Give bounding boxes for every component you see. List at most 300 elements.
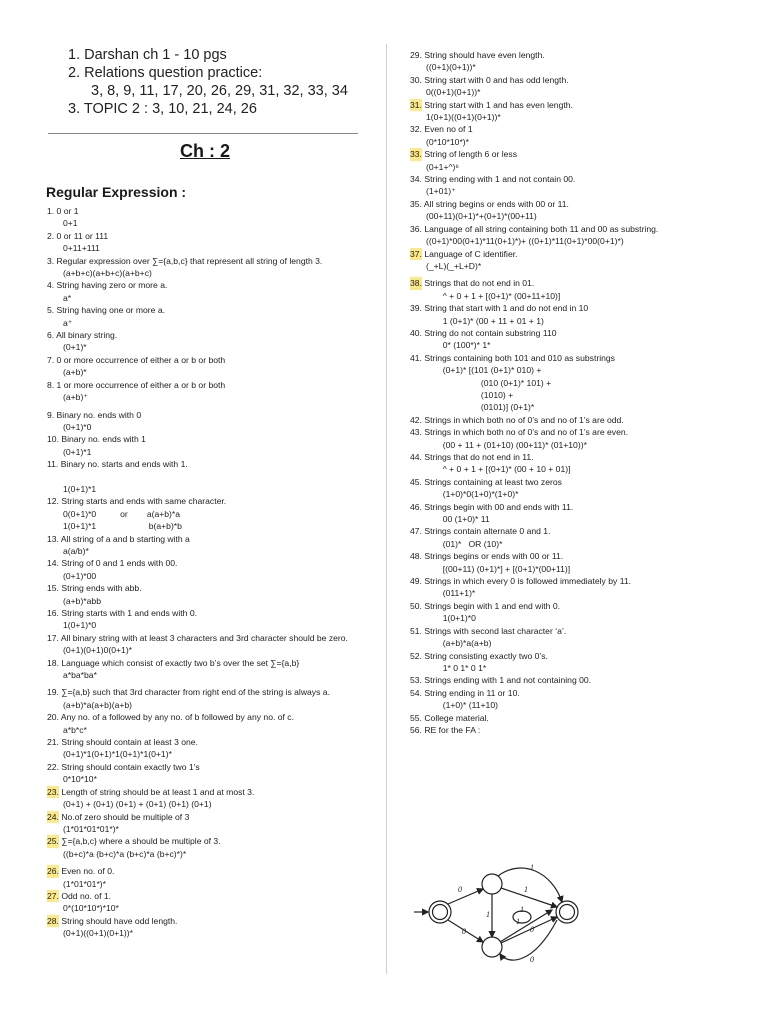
regex-question [47,433,377,445]
regex-answer: [(00+11) (0+1)*] + [(0+1)*(00+11)] [426,563,571,574]
question-number: 14. [47,558,59,569]
regex-answer: a(a/b)* [63,545,89,556]
regex-item [47,657,377,682]
question-text: All binary string. [54,330,118,341]
regex-question [410,650,760,662]
regex-item [410,123,760,148]
question-number: 4. [47,280,55,291]
regex-question [47,632,377,644]
regex-question [410,223,760,235]
regex-question [47,379,377,391]
fa-edge-label: 0 [458,885,462,894]
regex-question [47,409,377,421]
regex-item [47,582,377,607]
regex-list-right [410,49,760,736]
question-number: 45. [410,476,422,487]
question-text: String ends with abb. [58,583,142,594]
question-text: String having one or more a. [54,305,165,316]
question-number: 9. [47,409,55,420]
regex-question [410,625,760,637]
question-number: 36. [410,223,422,234]
regex-item [47,711,377,736]
regex-answer: a⁺ [63,317,73,328]
question-number: 44. [410,452,422,462]
regex-item [410,74,760,99]
question-text: Binary no. ends with 0 [54,409,142,420]
question-number: 50. [410,600,422,611]
regex-question [410,148,760,160]
regex-question [410,49,760,61]
regex-answer: 1* 0 1* 0 1* [426,662,487,673]
regex-item [410,550,760,575]
question-number: 39. [410,303,422,314]
regex-answer: ((0+1)(0+1))* [426,62,476,73]
question-number: 2. [47,230,55,241]
note-line: 2. Relations question practice: [68,65,263,81]
regex-item [47,279,377,304]
regex-question [410,600,760,612]
regex-item [47,686,377,711]
question-text: String starts and ends with same character. [58,496,227,507]
regex-item [410,575,760,600]
regex-answer: (a+b)*a(a+b) [426,638,492,649]
question-text: 0 or 1 [54,206,79,216]
regex-item [410,248,760,273]
regex-answer: a*b*c* [63,724,87,735]
question-number: 17. [47,632,59,643]
regex-question [47,711,377,723]
regex-question [47,865,377,877]
question-text: String start with 0 and has odd length. [421,74,569,85]
state-q2 [482,937,502,957]
regex-question [47,786,377,798]
regex-item [410,414,760,426]
regex-item [47,533,377,558]
question-text: All string of a and b starting with a [58,533,190,544]
question-number: 6. [47,330,55,341]
divider-line [48,133,358,134]
question-text: String ending with 1 and not contain 00. [421,174,576,185]
question-number: 43. [410,427,422,438]
question-number: 27. [47,890,59,901]
column-divider [386,44,387,974]
regex-item [410,352,760,414]
question-text: Even no. of 0. [58,866,115,877]
question-number: 8. [47,379,55,390]
regex-answer: (1+0)* (11+10) [426,700,498,711]
question-text: Regular expression over ∑={a,b,c} that represent all string of length 3. [54,255,323,266]
question-number: 47. [410,526,422,537]
regex-item [410,327,760,352]
question-number: 19. [47,687,59,698]
regex-question [410,302,760,314]
question-text: Strings that do not end in 01. [421,278,535,289]
question-text: Binary no. ends with 1 [58,434,146,445]
regex-answer: 0+1 [63,218,78,229]
regex-item [410,198,760,223]
question-number: 41. [410,352,422,363]
regex-question [47,890,377,902]
regex-answer: (00 + 11 + (01+10) (00+11)* (01+10))* [426,439,587,450]
regex-item [47,607,377,632]
regex-item [410,525,760,550]
regex-item [47,761,377,786]
question-number: 38. [410,278,422,289]
regex-item [410,724,760,736]
regex-answer: (0+1)(0+1)0(0+1)* [63,645,133,656]
question-number: 3. [47,255,55,266]
regex-answer: (00+11)(0+1)*+(0+1)*(00+11) [426,211,537,222]
question-number: 53. [410,675,422,686]
chapter-title: Ch : 2 [180,141,231,161]
question-text: String consisting exactly two 0’s. [421,650,548,661]
regex-question [47,205,377,217]
regex-question [47,686,377,698]
regex-item [410,99,760,124]
note-line: 1. Darshan ch 1 - 10 pgs [68,47,227,63]
regex-item [410,148,760,173]
question-number: 56. [410,724,422,735]
regex-answer: 1(0+1)*1 b(a+b)*b [63,521,182,532]
regex-item [47,865,377,890]
question-number: 21. [47,737,59,748]
regex-item [410,650,760,675]
regex-answer: (0101)] (0+1)* [426,402,535,413]
regex-item [410,600,760,625]
regex-question [410,414,760,426]
question-number: 15. [47,583,59,594]
regex-answer: (0+1+^)⁶ [426,161,459,172]
question-number: 55. [410,712,422,723]
regex-question [47,458,377,470]
question-text: Strings that do not end in 11. [421,452,534,462]
question-text: Strings begins or ends with 00 or 11. [421,551,564,562]
regex-answer: (0+1)*0 [63,421,92,432]
regex-answer: (01)* OR (10)* [426,538,503,549]
regex-item [47,409,377,434]
regex-question [410,99,760,111]
question-number: 13. [47,533,59,544]
question-text: No.of zero should be multiple of 3 [58,811,190,822]
regex-question [410,277,760,289]
question-text: String of 0 and 1 ends with 00. [58,558,178,569]
regex-answer: (0*10*10*)* [426,136,469,147]
regex-question [47,557,377,569]
regex-question [47,279,377,291]
question-text: 0 or more occurrence of either a or b or both [54,354,226,365]
regex-answer: (1+01)⁺ [426,186,456,197]
question-number: 30. [410,74,422,85]
question-text: String should have odd length. [58,915,178,926]
question-text: Strings in which both no of 0’s and no of 1’s are even. [421,427,629,438]
question-text: String ending in 11 or 10. [421,687,520,698]
question-number: 46. [410,501,422,512]
regex-question [47,533,377,545]
regex-answer: 0(0+1)*0 or a(a+b)*a [63,508,181,519]
regex-answer: 0*(10*10*)*10* [63,903,119,914]
finite-automaton-diagram [412,862,592,972]
regex-question [410,550,760,562]
regex-answer: (a+b+c)(a+b+c)(a+b+c) [63,268,152,279]
regex-answer: 1 (0+1)* (00 + 11 + 01 + 1) [426,315,544,326]
regex-item [47,557,377,582]
regex-question [410,724,760,736]
question-number: 49. [410,576,422,587]
regex-question [410,501,760,513]
regex-item [410,501,760,526]
regex-question [410,74,760,86]
regex-answer: (a+b)* [63,367,87,378]
regex-answer: (1+0)*0(1+0)*(1+0)* [426,489,519,500]
question-text: 1 or more occurrence of either a or b or both [54,379,226,390]
regex-answer: (0+1)*1(0+1)*1(0+1)*1(0+1)* [63,749,172,760]
regex-question [47,761,377,773]
question-text: Strings with second last character ‘a’. [421,625,567,636]
regex-item [410,49,760,74]
regex-answer: ^ + 0 + 1 + [(0+1)* (00+11+10)] [426,290,561,301]
regex-item [410,302,760,327]
regex-answer: (0+1)*00 [63,570,97,581]
question-text: String should contain exactly two 1’s [58,761,200,772]
question-text: Even no of 1 [421,124,473,135]
regex-item [47,205,377,230]
regex-question [47,495,377,507]
regex-question [47,230,377,242]
question-number: 24. [47,811,59,822]
regex-answer: 0((0+1)(0+1))* [426,87,481,98]
question-number: 29. [410,50,422,60]
note-line: 3. TOPIC 2 : 3, 10, 21, 24, 26 [68,101,257,117]
question-text: Strings ending with 1 and not containing 00. [421,675,592,686]
fa-edge-label: 1 [516,917,520,926]
regex-answer: (_+L)(_+L+D)* [426,260,482,271]
regex-question [47,811,377,823]
regex-question [410,575,760,587]
question-number: 33. [410,149,422,160]
question-number: 18. [47,657,59,668]
question-number: 10. [47,434,59,445]
regex-item [410,625,760,650]
state-q1 [482,874,502,894]
regex-answer: 1(0+1)*1 [63,483,97,494]
regex-answer: (0+1)* [(101 (0+1)* 010) + [426,365,542,376]
regex-question [410,687,760,699]
question-text: String starts with 1 and ends with 0. [58,608,197,618]
regex-question [47,657,377,669]
question-text: String having zero or more a. [54,280,168,291]
regex-item [47,632,377,657]
regex-answer: (1*01*01*)* [63,878,106,889]
regex-answer: 1(0+1)((0+1)(0+1))* [426,112,501,123]
question-text: String that start with 1 and do not end in 10 [421,303,589,314]
regex-question [47,835,377,847]
regex-item [47,329,377,354]
question-number: 1. [47,206,55,216]
question-number: 20. [47,712,59,723]
question-text: Strings containing both 101 and 010 as substrings [421,352,615,363]
note-line: 3, 8, 9, 11, 17, 20, 26, 29, 31, 32, 33, 34 [91,83,348,99]
regex-item [410,687,760,712]
regex-question [410,674,760,686]
regex-question [47,329,377,341]
question-text: Strings contain alternate 0 and 1. [421,526,551,537]
question-text: All string begins or ends with 00 or 11. [421,198,569,209]
regex-answer: (0+1) + (0+1) (0+1) + (0+1) (0+1) (0+1) [63,799,212,810]
regex-answer: (a+b)*abb [63,595,101,606]
question-number: 16. [47,608,59,618]
question-text: Language of C identifier. [421,248,518,259]
regex-question [410,426,760,438]
question-text: College material. [421,712,489,723]
question-text: String do not contain substring 110 [421,327,557,338]
regex-answer: a*ba*ba* [63,670,97,681]
regex-question [47,607,377,619]
regex-item [47,495,377,532]
regex-answer: ((b+c)*a (b+c)*a (b+c)*a (b+c)*)* [63,848,187,859]
regex-answer: (0+1)((0+1)(0+1))* [63,928,133,939]
regex-answer: (1*01*01*01*)* [63,823,119,834]
regex-question [410,352,760,364]
question-number: 22. [47,761,59,772]
regex-question [410,476,760,488]
regex-item [47,736,377,761]
regex-item [47,379,377,404]
regex-item [410,426,760,451]
regex-answer: ((0+1)*00(0+1)*11(0+1)*)+ ((0+1)*11(0+1)*00(0+1)*) [426,236,624,247]
question-text: Length of string should be at least 1 and at most 3. [58,786,255,797]
question-number: 34. [410,174,422,185]
regex-item [47,915,377,940]
question-text: Strings begin with 00 and ends with 11. [421,501,574,512]
question-number: 5. [47,305,55,316]
regex-item [47,811,377,836]
question-text: 0 or 11 or 111 [54,230,109,241]
question-number: 48. [410,551,422,562]
question-number: 28. [47,915,59,926]
question-text: All binary string with at least 3 characters and 3rd character should be zero. [58,632,348,643]
question-number: 54. [410,687,422,698]
regex-answer: (a+b)⁺ [63,392,88,403]
regex-question [410,712,760,724]
regex-item [47,786,377,811]
fa-edge-label: 0 [462,927,466,936]
regex-answer: 1(0+1)*0 [63,620,97,631]
question-text: String start with 1 and has even length. [421,99,573,110]
regex-list-left [47,205,377,940]
fa-edge-label: 1 [530,863,534,872]
fa-edge-label: 1 [486,910,490,919]
regex-question [410,248,760,260]
regex-question [47,354,377,366]
question-number: 35. [410,198,422,209]
fa-edge-label: 1 [520,905,524,914]
regex-question [410,327,760,339]
regex-question [410,451,760,463]
question-number: 11. [47,459,59,470]
regex-question [47,255,377,267]
regex-answer: 0* (100*)* 1* [426,340,491,351]
regex-item [47,304,377,329]
question-number: 32. [410,124,422,135]
regex-answer: 00 (1+0)* 11 [426,514,490,525]
regex-item [47,433,377,458]
question-text: Language of all string containing both 11 and 00 as substring. [421,223,659,234]
regex-item [410,277,760,302]
question-text: Strings in which both no of 0’s and no of 1’s are odd. [421,414,624,425]
question-text: String should have even length. [421,50,545,60]
regex-question [410,198,760,210]
question-number: 37. [410,248,422,259]
question-text: Odd no. of 1. [58,890,112,901]
regex-item [410,712,760,724]
regex-answer: (010 (0+1)* 101) + [426,377,552,388]
question-text: Strings containing at least two zeros [421,476,562,487]
regex-answer: 0+11+111 [63,243,100,254]
regex-question [47,582,377,594]
regex-item [47,890,377,915]
regex-answer [47,471,377,483]
question-text: ∑={a,b,c} where a should be multiple of 3. [58,836,221,847]
question-number: 51. [410,625,422,636]
fa-edge-label: 0 [530,955,534,964]
regex-answer: (a+b)*a(a+b)(a+b) [63,699,133,710]
regex-answer: 1(0+1)*0 [426,613,476,624]
question-text: Strings begin with 1 and end with 0. [421,600,561,611]
regex-question [410,123,760,135]
regex-answer: (1010) + [426,389,514,400]
question-text: Strings in which every 0 is followed immediately by 11. [421,576,631,587]
regex-answer: (0+1)* [63,342,87,353]
regex-item [410,173,760,198]
regex-item [410,223,760,248]
question-text: RE for the FA : [421,724,481,735]
question-text: Any no. of a followed by any no. of b followed by any no. of c. [58,712,294,723]
regex-item [410,451,760,476]
regex-answer: ^ + 0 + 1 + [(0+1)* (00 + 10 + 01)] [426,464,571,475]
question-text: ∑={a,b} such that 3rd character from right end of the string is always a. [58,687,330,698]
question-number: 25. [47,836,59,847]
regex-item [47,255,377,280]
regex-answer: a* [63,292,72,303]
question-text: String of length 6 or less [421,149,518,160]
regex-question [47,304,377,316]
question-number: 12. [47,496,59,507]
question-number: 7. [47,354,55,365]
regex-question [47,915,377,927]
question-number: 42. [410,414,422,425]
question-number: 31. [410,99,422,110]
question-text: String should contain at least 3 one. [58,737,198,748]
regex-item [47,230,377,255]
question-number: 52. [410,650,422,661]
regex-question [410,525,760,537]
question-text: Binary no. starts and ends with 1. [58,459,188,470]
regex-answer: (011+1)* [426,588,476,599]
fa-edge-label: 0 [530,925,534,934]
fa-edge-label: 1 [524,885,528,894]
question-number: 40. [410,327,422,338]
study-notes [68,46,388,118]
regex-question [47,736,377,748]
regex-item [410,674,760,686]
regex-item [410,476,760,501]
section-title: Regular Expression : [46,184,187,200]
regex-item [47,835,377,860]
regex-item [47,458,377,495]
regex-item [47,354,377,379]
question-text: Language which consist of exactly two b’s over the set ∑={a,b} [58,657,300,668]
question-number: 23. [47,786,59,797]
